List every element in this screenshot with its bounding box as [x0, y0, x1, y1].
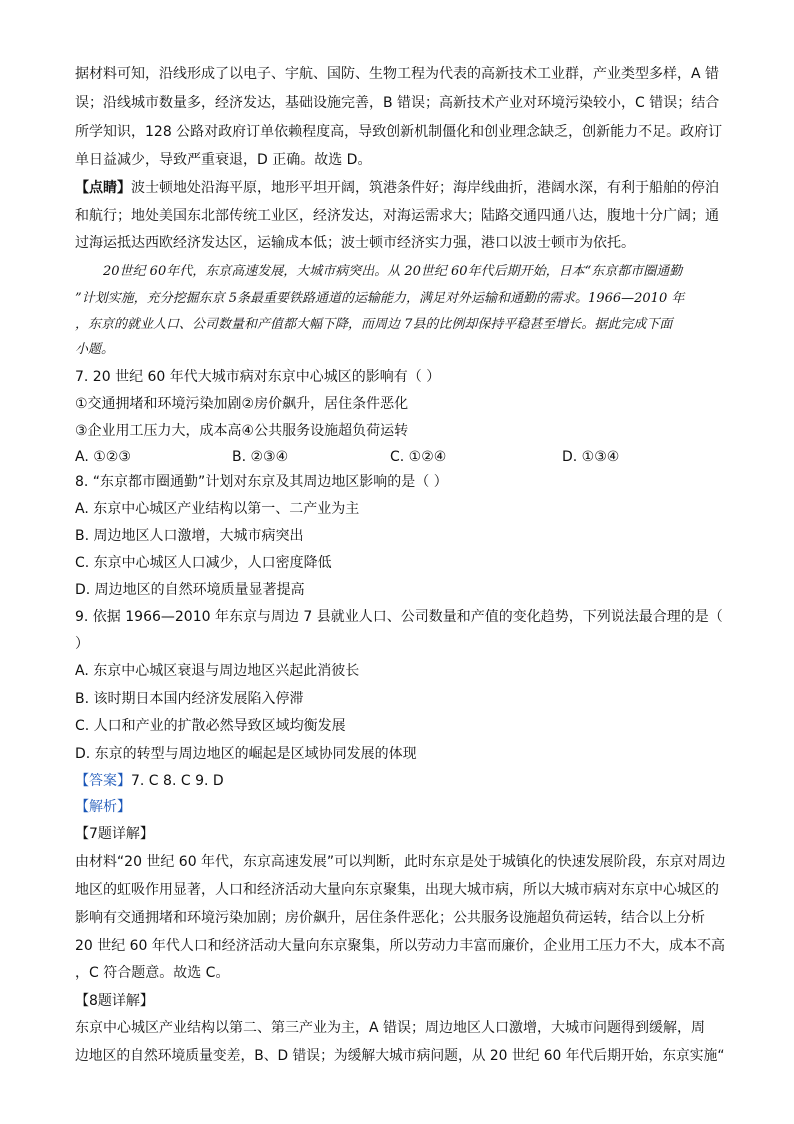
answer-tag: 【答案】: [75, 773, 131, 789]
option-c: C. 人口和产业的扩散必然导致区域均衡发展: [75, 718, 346, 734]
text-line: 据材料可知，沿线形成了以电子、宇航、国防、生物工程为代表的高新技术工业群，产业类型多样，A 错: [75, 66, 720, 82]
option-c: C. ①②④: [390, 449, 447, 465]
option-b: B. ②③④: [232, 449, 289, 465]
text-line: 地区的虹吸作用显著，人口和经济活动大量向东京聚集，出现大城市病，所以大城市病对东京中心城区的: [75, 882, 719, 898]
q7-item: ③企业用工压力大，成本高④公共服务设施超负荷运转: [75, 423, 409, 439]
text-line: 单日益减少，导致严重衰退，D 正确。故选 D。: [75, 152, 372, 168]
option-a: A. 东京中心城区产业结构以第一、二产业为主: [75, 501, 360, 517]
q7-item: ①交通拥堵和环境污染加剧②房价飙升，居住条件恶化: [75, 396, 409, 412]
option-a: A. ①②③: [75, 449, 131, 465]
text-line: 误；沿线城市数量多，经济发达，基础设施完善，B 错误；高新技术产业对环境污染较小，C 错误；结合: [75, 95, 720, 111]
text-line: 东京中心城区产业结构以第二、第三产业为主，A 错误；周边地区人口激增，大城市问题得到缓解，周: [75, 1020, 706, 1036]
q7-stem: 7. 20 世纪 60 年代大城市病对东京中心城区的影响有（ ）: [75, 369, 441, 385]
answer-line: [75, 771, 725, 791]
option-a: A. 东京中心城区衰退与周边地区兴起此消彼长: [75, 663, 360, 679]
material-line: 小题。: [75, 342, 115, 357]
option-b: B. 周边地区人口激增，大城市病突出: [75, 528, 304, 544]
option-c: C. 东京中心城区人口减少，人口密度降低: [75, 555, 332, 571]
option-d: D. 周边地区的自然环境质量显著提高: [75, 582, 305, 598]
dianjing-line: [75, 178, 725, 198]
text-line: ，C 符合题意。故选 C。: [75, 965, 230, 981]
material-line: ，东京的就业人口、公司数量和产值都大幅下降，而周边 7县的比例却保持平稳甚至增长。据此完成下面: [75, 317, 673, 332]
dianjing-text: 波士顿地处沿海平原，地形平坦开阔，筑港条件好；海岸线曲折，港阔水深，有利于船舶的停泊: [131, 180, 719, 196]
dianjing-tag: 【点睛】: [75, 180, 131, 196]
q7-options: [75, 447, 725, 467]
material-line: ”计划实施，充分挖掘东京 5条最重要铁路通道的运输能力，满足对外运输和通勤的需求。1966—2010 年: [75, 291, 685, 306]
q9-stem-end: ）: [75, 636, 89, 652]
text-line: 由材料“20 世纪 60 年代，东京高速发展”可以判断，此时东京是处于城镇化的快速发展阶段，东京对周边: [75, 854, 726, 870]
text-line: 和航行；地处美国东北部传统工业区，经济发达，对海运需求大；陆路交通四通八达，腹地十分广阔；通: [75, 208, 719, 224]
option-b: B. 该时期日本国内经济发展陷入停滞: [75, 691, 304, 707]
text-line: 所学知识，128 公路对政府订单依赖程度高，导致创新机制僵化和创业理念缺乏，创新能力不足。政府订: [75, 124, 723, 140]
analysis-line: [75, 797, 725, 817]
text-line: 影响有交通拥堵和环境污染加剧；房价飙升，居住条件恶化；公共服务设施超负荷运转，结合以上分析: [75, 910, 705, 926]
text-line: 边地区的自然环境质量变差，B、D 错误；为缓解大城市病问题，从 20 世纪 60 年代后期开始，东京实施“: [75, 1048, 725, 1064]
text-line: 20 世纪 60 年代人口和经济活动大量向东京聚集，所以劳动力丰富而廉价，企业用工压力不大，成本不高: [75, 938, 725, 954]
option-d: D. ①③④: [562, 449, 620, 465]
q9-stem: 9. 依据 1966—2010 年东京与周边 7 县就业人口、公司数量和产值的变化趋势，下列说法最合理的是（: [75, 609, 723, 625]
text-line: 过海运抵达西欧经济发达区，运输成本低；波士顿市经济实力强，港口以波士顿市为依托。: [75, 235, 635, 251]
option-d: D. 东京的转型与周边地区的崛起是区域协同发展的体现: [75, 746, 417, 762]
detail-8-tag: 【8题详解】: [75, 993, 154, 1009]
q8-stem: 8. “东京都市圈通勤”计划对东京及其周边地区影响的是（ ）: [75, 474, 448, 490]
material-line: 20世纪 60年代，东京高速发展，大城市病突出。从 20世纪 60年代后期开始，日本“东京都市圈通勤: [103, 264, 683, 279]
detail-7-tag: 【7题详解】: [75, 826, 154, 842]
analysis-tag: 【解析】: [75, 799, 131, 815]
answer-text: 7. C 8. C 9. D: [131, 773, 224, 789]
